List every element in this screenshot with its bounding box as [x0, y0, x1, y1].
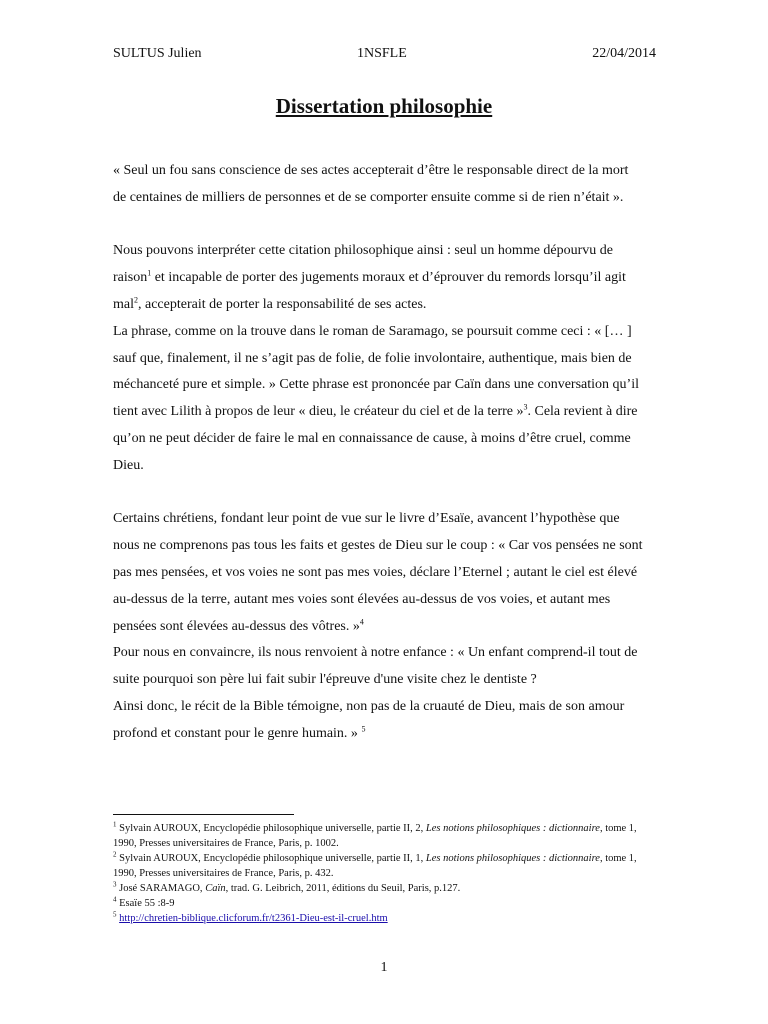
paragraph-interpretation	[113, 238, 643, 318]
document-body	[113, 158, 643, 748]
footnote-number: 1	[113, 820, 117, 829]
paragraph-quote-text: « Seul un fou sans conscience de ses actes accepterait d’être le responsable direct de la mort de centaines de milliers de personnes et de se comporter ensuite comme si de rien n’était ».	[113, 163, 629, 205]
footnote-title: Caïn	[205, 883, 226, 894]
paragraph-conclusion	[113, 694, 643, 748]
footnote-number: 2	[113, 850, 117, 859]
footnote-text: José SARAMAGO,	[116, 883, 206, 894]
footnote-4	[113, 896, 643, 911]
footnote-ref-4[interactable]: 4	[359, 616, 364, 626]
paragraph-text: Nous pouvons interpréter cette citation philosophique ainsi : seul un homme dépourvu de raison	[113, 243, 614, 286]
footnote-text: Sylvain AUROUX, Encyclopédie philosophique universelle, partie II, 1,	[116, 853, 426, 864]
footnote-2	[113, 851, 643, 881]
footnote-number: 5	[113, 910, 117, 919]
footnote-divider	[113, 814, 294, 815]
footnotes-section	[113, 814, 643, 926]
paragraph-text: Pour nous en convaincre, ils nous renvoient à notre enfance : « Un enfant comprend-il tout de suite pourquoi son père lui fait subir l'épreuve d'une visite chez le dentiste ?	[113, 645, 638, 688]
footnote-link[interactable]: http://chretien-biblique.clicforum.fr/t2361-Dieu-est-il-cruel.htm	[119, 913, 388, 924]
paragraph-spacer	[113, 480, 643, 507]
footnote-text: , tome 1, 1990, Presses universitaires de France, Paris, p. 1002.	[113, 823, 637, 849]
footnote-5	[113, 911, 643, 926]
footnote-1	[113, 821, 643, 851]
footnote-ref-3[interactable]: 3	[523, 402, 528, 412]
footnote-ref-2[interactable]: 2	[134, 295, 138, 305]
paragraph-esaie	[113, 506, 643, 640]
header-course: 1NSFLE	[357, 46, 407, 61]
footnote-number: 3	[113, 880, 117, 889]
footnote-number: 4	[113, 895, 117, 904]
page-number: 1	[380, 960, 388, 975]
paragraph-text: Certains chrétiens, fondant leur point de vue sur le livre d’Esaïe, avancent l’hypothèse que nous ne comprenons pas tous les faits et gestes de Dieu sur le coup : « Car vos pensées ne sont pas mes pensées, et vos voies ne sont pas mes voies, déclare l’Eternel ; autant le ciel est élevé au-dessus de la terre, autant mes voies sont élevées au-dessus de vos voies, et autant mes pensées sont élevées au-dessus des vôtres. »	[113, 511, 643, 634]
footnote-text: Esaïe 55 :8-9	[116, 898, 175, 909]
paragraph-text: et incapable de porter des jugements moraux et d’éprouver du remords lorsqu’il agit mal	[113, 270, 626, 312]
footnote-text: Sylvain AUROUX, Encyclopédie philosophique universelle, partie II, 2,	[116, 823, 426, 834]
footnote-title: Les notions philosophiques : dictionnaire	[425, 823, 600, 834]
footnote-text: , tome 1, 1990, Presses universitaires de France, Paris, p. 432.	[113, 853, 637, 879]
header-author: SULTUS Julien	[113, 46, 202, 61]
footnote-ref-1[interactable]: 1	[147, 268, 152, 278]
footnote-text: , trad. G. Leibrich, 2011, éditions du Seuil, Paris, p.127.	[225, 883, 461, 894]
paragraph-text: . Cela revient à dire qu’on ne peut décider de faire le mal en connaissance de cause, à moins d’être cruel, comme Dieu.	[113, 404, 638, 473]
paragraph-text: La phrase, comme on la trouve dans le roman de Saramago, se poursuit comme ceci : « [… ] sauf que, finalement, il ne s’agit pas de folie, de folie involontaire, authentique, mais bien de méchanceté pure et simple. » Cette phrase est prononcée par Caïn dans une conversation qu’il tient avec Lilith à propos de leur « dieu, le créateur du ciel et de la terre »	[113, 323, 639, 420]
paragraph-text: , accepterait de porter la responsabilité de ses actes.	[138, 296, 427, 312]
paragraph-childhood	[113, 640, 643, 694]
page-header	[113, 46, 656, 64]
footnote-3	[113, 881, 643, 896]
footnote-ref-5[interactable]: 5	[361, 724, 366, 734]
paragraph-spacer	[113, 212, 643, 239]
paragraph-text: Ainsi donc, le récit de la Bible témoigne, non pas de la cruauté de Dieu, mais de son amour profond et constant pour le genre humain. »	[113, 698, 625, 741]
footnote-title: Les notions philosophiques : dictionnaire	[425, 853, 600, 864]
header-date: 22/04/2014	[592, 46, 656, 61]
paragraph-quote	[113, 158, 643, 212]
paragraph-saramago	[113, 319, 643, 480]
document-title: Dissertation philosophie	[275, 94, 493, 118]
